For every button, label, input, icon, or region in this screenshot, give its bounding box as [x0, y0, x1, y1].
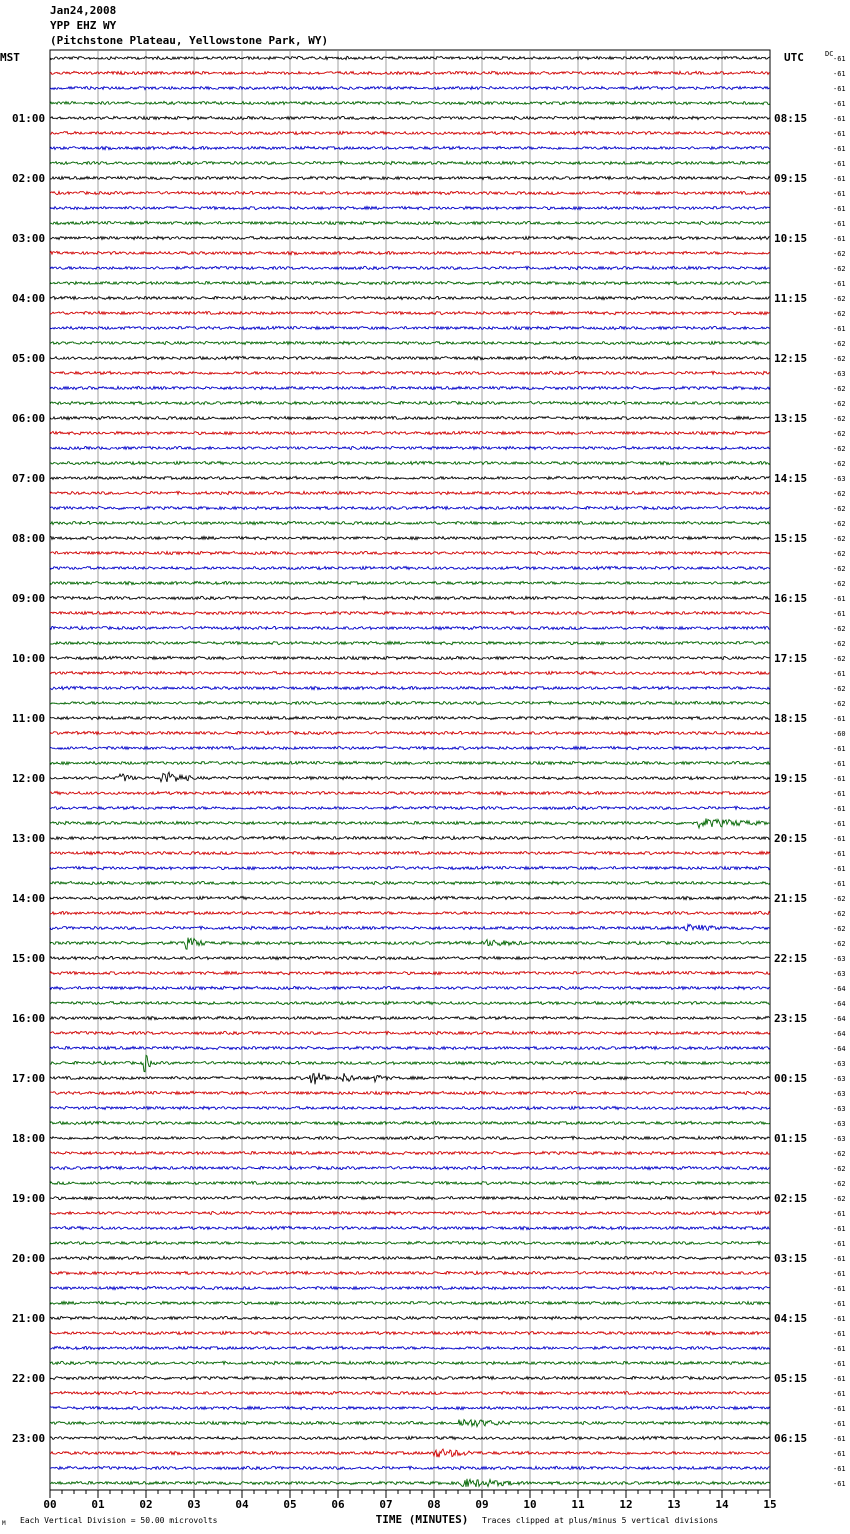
trace-row-12 [50, 236, 770, 239]
trace-row-68 [50, 1073, 770, 1084]
trace-row-7 [50, 161, 770, 164]
trace-row-10 [50, 206, 770, 209]
trace-row-32 [50, 536, 770, 539]
dc-offset-label: -61 [833, 1255, 846, 1263]
dc-offset-label: -61 [833, 1435, 846, 1443]
trace-row-0 [50, 56, 770, 59]
footer-clip-note: Traces clipped at plus/minus 5 vertical divisions [482, 1516, 719, 1525]
left-hour-label: 22:00 [12, 1372, 46, 1385]
trace-row-62 [50, 986, 770, 989]
dc-offset-label: -62 [833, 430, 846, 438]
trace-row-33 [50, 551, 770, 554]
trace-row-78 [50, 1226, 770, 1229]
x-tick-label: 09 [475, 1498, 489, 1511]
dc-offset-label: -62 [833, 940, 846, 948]
trace-row-16 [50, 296, 770, 299]
right-hour-label: 05:15 [774, 1372, 808, 1385]
x-tick-label: 11 [571, 1498, 585, 1511]
right-hour-label: 21:15 [774, 892, 808, 905]
dc-offset-label: -62 [833, 460, 846, 468]
left-hour-label: 04:00 [12, 292, 46, 305]
right-hour-label: 03:15 [774, 1252, 808, 1265]
left-hour-label: 06:00 [12, 412, 46, 425]
trace-row-22 [50, 386, 770, 389]
dc-offset-label: -61 [833, 1210, 846, 1218]
dc-offset-label: -62 [833, 685, 846, 693]
left-hour-label: 23:00 [12, 1432, 46, 1445]
trace-row-54 [50, 866, 770, 869]
trace-row-31 [50, 521, 770, 524]
trace-row-74 [50, 1166, 770, 1169]
trace-row-9 [50, 191, 770, 194]
dc-offset-label: -61 [833, 1225, 846, 1233]
dc-offset-label: -61 [833, 670, 846, 678]
right-hour-label: 13:15 [774, 412, 808, 425]
trace-row-27 [50, 461, 770, 464]
dc-offset-label: -61 [833, 835, 846, 843]
right-hour-label: 11:15 [774, 292, 808, 305]
dc-offset-label: -61 [833, 1330, 846, 1338]
dc-offset-label: -63 [833, 1135, 846, 1143]
dc-offset-label: -63 [833, 475, 846, 483]
dc-offset-label: -62 [833, 925, 846, 933]
x-tick-label: 02 [139, 1498, 153, 1511]
left-hour-label: 19:00 [12, 1192, 46, 1205]
trace-row-90 [50, 1406, 770, 1409]
dc-offset-label: -61 [833, 745, 846, 753]
x-tick-label: 12 [619, 1498, 633, 1511]
trace-row-72 [50, 1136, 770, 1139]
dc-offset-label: -61 [833, 865, 846, 873]
dc-offset-label: -62 [833, 1150, 846, 1158]
trace-row-56 [50, 896, 770, 899]
dc-offset-label: -61 [833, 160, 846, 168]
plot-frame [50, 50, 770, 1490]
dc-offset-label: -62 [833, 1195, 846, 1203]
trace-row-91 [50, 1420, 770, 1427]
dc-offset-label: -61 [833, 760, 846, 768]
trace-row-18 [50, 326, 770, 329]
dc-offset-label: -64 [833, 1015, 846, 1023]
dc-offset-label: -61 [833, 175, 846, 183]
trace-row-11 [50, 221, 770, 224]
trace-row-3 [50, 101, 770, 104]
dc-offset-label: -62 [833, 895, 846, 903]
x-tick-label: 03 [187, 1498, 201, 1511]
trace-row-79 [50, 1241, 770, 1244]
station-location: (Pitchstone Plateau, Yellowstone Park, WY) [50, 34, 329, 47]
left-hour-label: 12:00 [12, 772, 46, 785]
dc-offset-label: -61 [833, 1270, 846, 1278]
dc-offset-label: -62 [833, 400, 846, 408]
trace-row-38 [50, 626, 770, 629]
dc-offset-label: -62 [833, 340, 846, 348]
x-tick-label: 14 [715, 1498, 729, 1511]
trace-row-89 [50, 1391, 770, 1394]
trace-row-60 [50, 956, 770, 959]
dc-offset-label: -62 [833, 445, 846, 453]
trace-row-37 [50, 611, 770, 614]
dc-offset-label: -62 [833, 265, 846, 273]
dc-offset-label: -61 [833, 790, 846, 798]
dc-offset-label: -61 [833, 1240, 846, 1248]
dc-offset-label: -64 [833, 1000, 846, 1008]
x-tick-label: 15 [763, 1498, 777, 1511]
x-tick-label: 13 [667, 1498, 681, 1511]
trace-row-57 [50, 911, 770, 914]
right-hour-label: 12:15 [774, 352, 808, 365]
trace-row-4 [50, 116, 770, 119]
x-tick-label: 04 [235, 1498, 249, 1511]
dc-offset-label: -62 [833, 700, 846, 708]
right-hour-label: 00:15 [774, 1072, 808, 1085]
dc-offset-label: -60 [833, 730, 846, 738]
station-code: YPP EHZ WY [50, 19, 117, 32]
trace-row-81 [50, 1271, 770, 1274]
dc-offset-label: -61 [833, 220, 846, 228]
dc-offset-label: -63 [833, 955, 846, 963]
trace-row-36 [50, 596, 770, 599]
trace-row-39 [50, 641, 770, 644]
trace-row-45 [50, 731, 770, 734]
dc-offset-label: -61 [833, 190, 846, 198]
trace-row-15 [50, 281, 770, 284]
dc-offset-label: -61 [833, 595, 846, 603]
dc-offset-label: -61 [833, 235, 846, 243]
left-hour-label: 14:00 [12, 892, 46, 905]
trace-row-49 [50, 791, 770, 794]
x-tick-label: 05 [283, 1498, 297, 1511]
dc-offset-label: -63 [833, 1060, 846, 1068]
dc-offset-label: -62 [833, 385, 846, 393]
footer-scale-note: Each Vertical Division = 50.00 microvolts [20, 1516, 218, 1525]
dc-offset-label: -61 [833, 775, 846, 783]
trace-row-8 [50, 176, 770, 179]
dc-offset-label: -62 [833, 355, 846, 363]
trace-row-42 [50, 686, 770, 689]
trace-row-76 [50, 1196, 770, 1199]
trace-row-83 [50, 1301, 770, 1304]
trace-row-55 [50, 881, 770, 884]
trace-row-35 [50, 581, 770, 584]
dc-offset-label: -61 [833, 1360, 846, 1368]
dc-offset-label: -61 [833, 1405, 846, 1413]
trace-row-73 [50, 1151, 770, 1154]
trace-row-6 [50, 146, 770, 149]
dc-offset-label: -62 [833, 1165, 846, 1173]
trace-row-52 [50, 836, 770, 839]
dc-offset-label: -61 [833, 1315, 846, 1323]
trace-row-48 [50, 772, 770, 782]
dc-offset-label: -62 [833, 505, 846, 513]
trace-row-65 [50, 1031, 770, 1034]
trace-row-69 [50, 1091, 770, 1094]
left-hour-label: 15:00 [12, 952, 46, 965]
right-hour-label: 15:15 [774, 532, 808, 545]
left-hour-label: 07:00 [12, 472, 46, 485]
dc-offset-label: -61 [833, 325, 846, 333]
dc-offset-label: -62 [833, 910, 846, 918]
trace-row-1 [50, 71, 770, 74]
dc-offset-label: -61 [833, 1450, 846, 1458]
trace-row-85 [50, 1331, 770, 1334]
dc-offset-label: -63 [833, 1120, 846, 1128]
trace-row-70 [50, 1106, 770, 1109]
trace-row-86 [50, 1346, 770, 1349]
left-hour-label: 05:00 [12, 352, 46, 365]
right-hour-label: 08:15 [774, 112, 808, 125]
trace-row-63 [50, 1001, 770, 1004]
right-hour-label: 01:15 [774, 1132, 808, 1145]
dc-offset-label: -62 [833, 565, 846, 573]
trace-row-30 [50, 506, 770, 509]
dc-offset-label: -61 [833, 1480, 846, 1488]
trace-row-82 [50, 1286, 770, 1289]
right-hour-label: 16:15 [774, 592, 808, 605]
dc-offset-label: -61 [833, 55, 846, 63]
trace-row-21 [50, 371, 770, 374]
dc-offset-label: -61 [833, 880, 846, 888]
trace-row-71 [50, 1121, 770, 1124]
right-hour-label: 19:15 [774, 772, 808, 785]
trace-row-17 [50, 311, 770, 314]
dc-offset-label: -62 [833, 490, 846, 498]
right-hour-label: 18:15 [774, 712, 808, 725]
left-hour-label: 01:00 [12, 112, 46, 125]
trace-row-19 [50, 341, 770, 344]
right-hour-label: 10:15 [774, 232, 808, 245]
trace-row-40 [50, 656, 770, 659]
trace-row-92 [50, 1436, 770, 1439]
trace-row-61 [50, 971, 770, 974]
dc-offset-label: -62 [833, 1180, 846, 1188]
x-tick-label: 01 [91, 1498, 105, 1511]
trace-row-28 [50, 476, 770, 479]
dc-offset-label: -61 [833, 850, 846, 858]
trace-row-44 [50, 716, 770, 719]
right-hour-label: 04:15 [774, 1312, 808, 1325]
dc-offset-label: -62 [833, 640, 846, 648]
dc-offset-label: -62 [833, 250, 846, 258]
dc-offset-label: -61 [833, 145, 846, 153]
dc-offset-label: -62 [833, 520, 846, 528]
trace-row-66 [50, 1046, 770, 1049]
trace-row-84 [50, 1316, 770, 1319]
left-hour-label: 16:00 [12, 1012, 46, 1025]
dc-offset-label: -61 [833, 70, 846, 78]
left-hour-label: 13:00 [12, 832, 46, 845]
dc-offset-label: -61 [833, 1285, 846, 1293]
dc-offset-label: -61 [833, 1300, 846, 1308]
dc-offset-label: -62 [833, 655, 846, 663]
trace-row-93 [50, 1449, 770, 1457]
dc-offset-label: -61 [833, 805, 846, 813]
right-hour-label: 09:15 [774, 172, 808, 185]
left-hour-label: 09:00 [12, 592, 46, 605]
dc-offset-label: -61 [833, 820, 846, 828]
trace-row-88 [50, 1376, 770, 1379]
trace-row-29 [50, 491, 770, 494]
dc-offset-label: -63 [833, 1105, 846, 1113]
dc-offset-label: -61 [833, 100, 846, 108]
x-axis-title: TIME (MINUTES) [375, 1513, 469, 1526]
trace-row-20 [50, 356, 770, 359]
right-hour-label: 22:15 [774, 952, 808, 965]
trace-row-53 [50, 851, 770, 854]
trace-row-59 [50, 938, 770, 950]
right-hour-label: 06:15 [774, 1432, 808, 1445]
trace-row-25 [50, 431, 770, 434]
right-hour-label: 14:15 [774, 472, 808, 485]
left-hour-label: 10:00 [12, 652, 46, 665]
dc-offset-label: -62 [833, 625, 846, 633]
dc-offset-label: -61 [833, 715, 846, 723]
trace-row-95 [50, 1479, 770, 1487]
left-timezone-label: MST [0, 51, 20, 64]
dc-header-label: DC [825, 50, 834, 58]
trace-row-58 [50, 924, 770, 930]
left-hour-label: 18:00 [12, 1132, 46, 1145]
left-hour-label: 03:00 [12, 232, 46, 245]
trace-row-46 [50, 746, 770, 749]
left-hour-label: 08:00 [12, 532, 46, 545]
dc-offset-label: -61 [833, 85, 846, 93]
dc-offset-label: -64 [833, 1030, 846, 1038]
dc-offset-label: -63 [833, 1090, 846, 1098]
left-hour-label: 02:00 [12, 172, 46, 185]
dc-offset-label: -61 [833, 1375, 846, 1383]
dc-offset-label: -64 [833, 1045, 846, 1053]
trace-row-14 [50, 266, 770, 269]
dc-offset-label: -61 [833, 610, 846, 618]
dc-offset-label: -62 [833, 550, 846, 558]
right-timezone-label: UTC [784, 51, 804, 64]
dc-offset-label: -62 [833, 295, 846, 303]
trace-row-41 [50, 671, 770, 674]
left-hour-label: 20:00 [12, 1252, 46, 1265]
dc-offset-label: -62 [833, 535, 846, 543]
dc-offset-label: -63 [833, 370, 846, 378]
trace-row-13 [50, 251, 770, 254]
trace-row-94 [50, 1466, 770, 1469]
trace-row-23 [50, 401, 770, 404]
trace-row-80 [50, 1256, 770, 1259]
dc-offset-label: -62 [833, 415, 846, 423]
left-hour-label: 21:00 [12, 1312, 46, 1325]
right-hour-label: 20:15 [774, 832, 808, 845]
x-tick-label: 07 [379, 1498, 393, 1511]
right-hour-label: 17:15 [774, 652, 808, 665]
dc-offset-label: -63 [833, 970, 846, 978]
dc-offset-label: -61 [833, 130, 846, 138]
trace-row-67 [50, 1055, 770, 1071]
dc-offset-label: -62 [833, 580, 846, 588]
trace-row-2 [50, 86, 770, 89]
trace-row-51 [50, 818, 770, 828]
left-hour-label: 11:00 [12, 712, 46, 725]
trace-row-5 [50, 131, 770, 134]
dc-offset-label: -64 [833, 985, 846, 993]
right-hour-label: 23:15 [774, 1012, 808, 1025]
dc-offset-label: -61 [833, 205, 846, 213]
x-tick-label: 00 [43, 1498, 57, 1511]
trace-row-87 [50, 1361, 770, 1364]
dc-offset-label: -62 [833, 310, 846, 318]
trace-row-75 [50, 1181, 770, 1184]
trace-row-43 [50, 701, 770, 704]
x-tick-label: 10 [523, 1498, 537, 1511]
dc-offset-label: -61 [833, 115, 846, 123]
trace-row-34 [50, 566, 770, 569]
dc-offset-label: -61 [833, 1465, 846, 1473]
trace-row-50 [50, 806, 770, 809]
dc-offset-label: -61 [833, 280, 846, 288]
x-tick-label: 08 [427, 1498, 441, 1511]
right-hour-label: 02:15 [774, 1192, 808, 1205]
record-date: Jan24,2008 [50, 4, 117, 17]
trace-row-64 [50, 1016, 770, 1019]
trace-row-24 [50, 416, 770, 419]
trace-row-77 [50, 1211, 770, 1214]
trace-row-47 [50, 761, 770, 764]
trace-row-26 [50, 446, 770, 449]
dc-offset-label: -61 [833, 1390, 846, 1398]
dc-offset-label: -61 [833, 1345, 846, 1353]
dc-offset-label: -63 [833, 1075, 846, 1083]
dc-offset-label: -61 [833, 1420, 846, 1428]
left-hour-label: 17:00 [12, 1072, 46, 1085]
x-tick-label: 06 [331, 1498, 345, 1511]
corner-mark: M [2, 1520, 6, 1527]
